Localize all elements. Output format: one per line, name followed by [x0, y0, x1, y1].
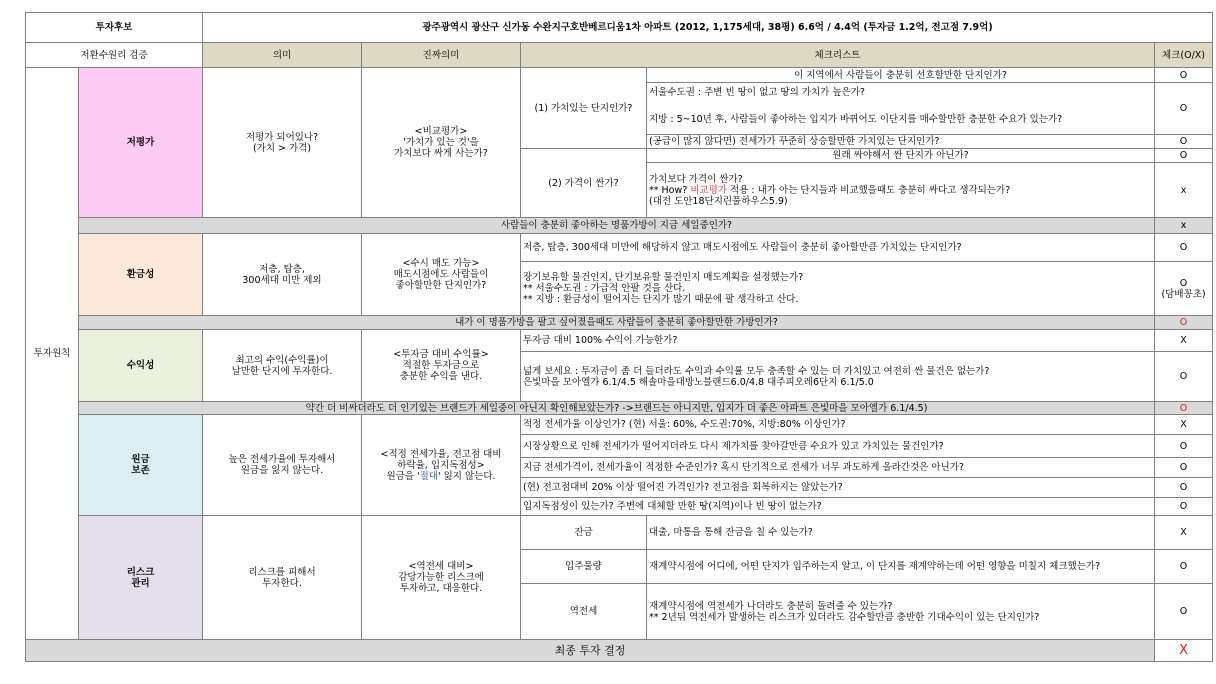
check-mark: x: [1155, 163, 1213, 218]
check-mark: X: [1155, 330, 1213, 352]
section-risk-name: 리스크 관리: [79, 516, 203, 640]
undervalued-q1-label: (1) 가치있는 단지인가?: [521, 68, 647, 149]
checklist-item: (현) 전고점대비 20% 이상 떨어진 가격인가? 전고점을 회복하지는 않았는가?: [521, 478, 1155, 498]
profitability-summary: 약간 더 비싸더라도 더 인기있는 브랜드가 세일중이 아닌지 확인해보았는가? ->브랜드는 아니지만, 입지가 더 좋은 아파트 은빛마을 모아엘가 6.1/4.5): [79, 402, 1155, 415]
check-mark: O: [1155, 149, 1213, 163]
section-liquidity-name: 환금성: [79, 234, 203, 316]
final-decision-mark: X: [1155, 640, 1213, 662]
section-principal-meaning: 높은 전세가율에 투자해서 원금을 잃지 않는다.: [203, 415, 362, 516]
checklist-item: 가치보다 가격이 싼가? ** How? 비교평가 적용 : 내가 아는 단지들과 비교했을때도 충분히 싸다고 생각되는가? (대전 도안18단지린풀하우스5.9): [647, 163, 1155, 218]
checklist-item: 지금 전세가격이, 전세가율이 적정한 수준인가? 혹시 단기적으로 전세가 너무 과도하게 올라간것은 아닌가?: [521, 458, 1155, 478]
section-undervalued-meaning: 저평가 되어있나? (가치 > 가격): [203, 68, 362, 218]
check-mark: O: [1155, 478, 1213, 498]
checklist-item: 입지독점성이 있는가? 주변에 대체할 만한 땅(지역)이나 빈 땅이 없는가?: [521, 498, 1155, 516]
investment-principle-label: 투자원칙: [26, 68, 79, 640]
candidate-title: 광주광역시 광산구 신가동 수완지구호반베르디움1차 아파트 (2012, 1,175세대, 38평) 6.6억 / 4.4억 (투자금 1.2억, 전고점 7.9억): [203, 13, 1213, 43]
checklist-item: 저층, 탑층, 300세대 미만에 해당하지 않고 매도시점에도 사람들이 충분히 좋아할만큼 가치있는 단지인가?: [521, 234, 1155, 262]
check-mark: O: [1155, 316, 1213, 330]
section-principal-name: 원금 보존: [79, 415, 203, 516]
check-mark: X: [1155, 415, 1213, 435]
checklist-item: 넓게 보세요 : 투자금이 좀 더 들더라도 수익과 수익률 모두 충족할 수 있는 더 가치있고 여전히 싼 물건은 없는가? 은빛마을 모아엘가 6.1/4.5 해솔마을대방노블랜드6.0/4.8 대주피오레6단지 6.1/5.0: [521, 352, 1155, 402]
final-decision-label: 최종 투자 결정: [26, 640, 1155, 662]
section-risk-meaning: 리스크를 피해서 투자한다.: [203, 516, 362, 640]
col-meaning-header: 의미: [203, 43, 362, 68]
section-profitability-real: <투자금 대비 수익률> 적절한 투자금으로 충분한 수익을 낸다.: [362, 330, 521, 402]
checklist-item: 장기보유할 물건인지, 단기보유할 물건인지 매도계획을 설정했는가? ** 서울수도권 : 가급적 안팔 것을 산다. ** 지방 : 환금성이 떨어지는 단지가 많기 때문에 팔 생각하고 산다.: [521, 262, 1155, 316]
undervalued-summary: 사람들이 충분히 좋아하는 명품가방이 지금 세일중인가?: [79, 218, 1155, 234]
checklist-item: 적정 전세가율 이상인가? (현) 서울: 60%, 수도권:70%, 지방:80% 이상인가?: [521, 415, 1155, 435]
checklist-item: 재계약시점에 어디에, 어떤 단지가 입주하는지 알고, 이 단지를 재계약하는데 어떤 영향을 미칠지 체크했는가?: [647, 550, 1155, 584]
check-mark: O: [1155, 584, 1213, 640]
check-mark: X: [1155, 516, 1213, 550]
col-check-header: 저환수원리 검증: [26, 43, 203, 68]
check-mark: x: [1155, 218, 1213, 234]
candidate-label: 투자후보: [26, 13, 203, 43]
check-mark: O: [1155, 402, 1213, 415]
liquidity-summary: 내가 이 명품가방을 팔고 싶어졌을때도 사람들이 충분히 좋아할만한 가방인가?: [79, 316, 1155, 330]
section-risk-real: <역전세 대비> 감당가능한 리스크에 투자하고, 대응한다.: [362, 516, 521, 640]
section-liquidity-real: <수시 매도 가능> 매도시점에도 사람들이 좋아할만한 단지인가?: [362, 234, 521, 316]
check-mark: O: [1155, 83, 1213, 135]
section-profitability-name: 수익성: [79, 330, 203, 402]
undervalued-q2-label: (2) 가격이 싼가?: [521, 149, 647, 218]
checklist-item: 투자금 대비 100% 수익이 가능한가?: [521, 330, 1155, 352]
col-checklist-header: 체크리스트: [521, 43, 1155, 68]
checklist-item: 서울수도권 : 주변 빈 땅이 없고 땅의 가치가 높은가?: [647, 83, 1155, 103]
risk-key-label: 역전세: [521, 584, 647, 640]
checklist-item: 지방 : 5~10년 후, 사람들이 좋아하는 입지가 바뀌어도 이단지를 매수할만한 충분한 수요가 있는가?: [647, 105, 1155, 135]
section-undervalued-real: <비교평가> '가치가 있는 것'을 가치보다 싸게 사는가?: [362, 68, 521, 218]
check-mark: O: [1155, 135, 1213, 149]
check-mark: O (담배꽁초): [1155, 262, 1213, 316]
section-undervalued-name: 저평가: [79, 68, 203, 218]
checklist-item: (공급이 많지 않다면) 전세가가 꾸준히 상승할만한 가치있는 단지인가?: [647, 135, 1155, 149]
risk-key-label: 잔금: [521, 516, 647, 550]
section-profitability-meaning: 최고의 수익(수익률)이 날만한 단지에 투자한다.: [203, 330, 362, 402]
check-mark: O: [1155, 550, 1213, 584]
investment-checklist-table: [25, 12, 1213, 662]
checklist-item: 대출, 마통을 통해 잔금을 칠 수 있는가?: [647, 516, 1155, 550]
check-mark: O: [1155, 68, 1213, 83]
section-liquidity-meaning: 저층, 탑층, 300세대 미만 제외: [203, 234, 362, 316]
section-principal-real: <적정 전세가율, 전고점 대비 하락율, 입지독점성> 원금을 '절대' 잃지 않는다.: [362, 415, 521, 516]
checklist-item: 시장상황으로 인해 전세가가 떨어지더라도 다시 제가치를 찾아갈만큼 수요가 있고 가치있는 물건인가?: [521, 435, 1155, 458]
col-mark-header: 체크(O/X): [1155, 43, 1213, 68]
check-mark: O: [1155, 352, 1213, 402]
checklist-item: 재계약시점에 역전세가 나더라도 충분히 돌려줄 수 있는가? ** 2년뒤 역전세가 발생하는 리스크가 있더라도 감수할만큼 충반한 기대수익이 있는 단지인가?: [647, 584, 1155, 640]
check-mark: O: [1155, 458, 1213, 478]
checklist-item: 원래 싸야해서 싼 단지가 아닌가?: [647, 149, 1155, 163]
risk-key-label: 입주물량: [521, 550, 647, 584]
checklist-item: 이 지역에서 사람들이 충분히 선호할만한 단지인가?: [647, 68, 1155, 83]
col-real-meaning-header: 진짜의미: [362, 43, 521, 68]
check-mark: O: [1155, 234, 1213, 262]
check-mark: O: [1155, 435, 1213, 458]
check-mark: O: [1155, 498, 1213, 516]
